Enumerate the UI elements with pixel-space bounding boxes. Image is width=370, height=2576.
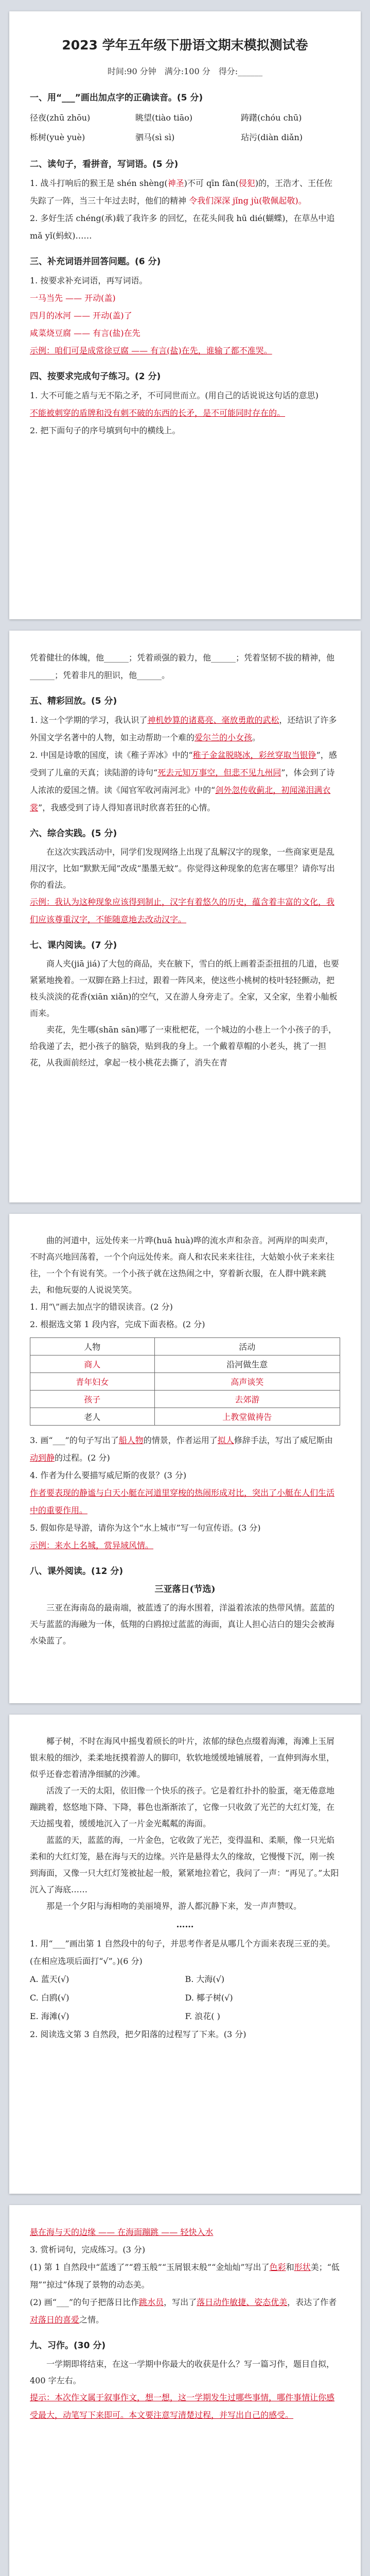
story-paragraph: 三亚在海南岛的最南端，被蓝透了的海水围着，洋溢着浓浓的热带风情。蓝蓝的天与蓝蓝的海融为一体，低翔的白鸥掠过蓝蓝的海面，真让人担心洁白的翅尖会被海水染蓝了。 [30, 1603, 335, 1646]
answer-7-4: 作者要表现的静谧与白天小艇在河道里穿梭的热闹形成对比，突出了小艇在人们生活中的重要作用。 [30, 1488, 335, 1515]
question-8-3: 3. 赏析词句，完成练习。(3 分) [30, 2245, 146, 2255]
question-3-a: 一马当先 —— 开动(盖) [30, 293, 116, 303]
text: 。 [252, 733, 261, 742]
writing-task: 一学期即将结束，在这一学期中你最大的收获是什么？写一篇习作，题目自拟，400 字左右。 [30, 2359, 335, 2385]
word: 栎树(yuè yuè) [30, 132, 85, 142]
question-8-1: 1. 用“___”画出第 1 自然段中的句子，并思考作者是从哪几个方面来表现三亚的美。(在相应选项后面打“√”。)(6 分) [30, 1939, 336, 1966]
text: 的过程。(2 分) [55, 1453, 110, 1463]
answer-8-2: 悬在海与天的边缘 —— 在海面蹦跳 —— 轻快入水 [30, 2227, 214, 2237]
text: )不可 qīn fàn( [184, 178, 239, 188]
option: C. 白鸥(√) [30, 1993, 69, 2003]
answer: 神圣 [167, 178, 184, 188]
text: )的，王浩才、王任佐失踪了一阵，当三十年过去时，他们的精神 [30, 178, 332, 206]
table-header: 活动 [154, 1338, 340, 1355]
page-1 [9, 11, 361, 619]
text: ，写出了 [164, 2297, 197, 2307]
table-cell: 上教堂做祷告 [154, 1408, 340, 1426]
story-paragraph: 蓝蓝的天，蓝蓝的海，一片金色，它收敛了光芒，变得温和、柔顺，像一只光焰柔和的大红灯笼，悬在海与天的边缘。兴许是悬得太久的缘故，它慢慢下沉，刚一挨到海面，又像一只大红灯笼被扯起一般，紧紧地拉着它，我问了一声：“再见了。”太阳沉入了海底…… [30, 1835, 339, 1894]
text: ”，我感受到了诗人得知喜讯时欣喜若狂的心情。 [38, 803, 216, 812]
answer: 死去元知万事空，但悲不见九州同 [157, 768, 281, 777]
table-cell: 沿河做生意 [154, 1355, 340, 1373]
option: A. 蓝天(√) [30, 1974, 69, 1984]
divider: …… [176, 1920, 194, 1930]
text: ”，体会到了诗人浓浓的爱国之情。读《闻官军收河南河北》中的“ [30, 768, 335, 795]
reading-paragraph-2: 卖花，先生哪(shān sān)哪了一束枇杷花，一个城边的小巷上一个小孩子的手，给我递了去，把小孩子的脑袋，贴到我的身上。一个戴着草帽的小老头，挑了一担花，从我面前经过，拿起一枝小桃花去撕了，消失在青 [30, 1025, 337, 1067]
answer: 形状 [294, 2262, 311, 2272]
answer: 稚子金盆脱晓冰，彩丝穿取当银铮 [192, 750, 316, 760]
table-row [30, 1373, 340, 1391]
question-8-3-1 [30, 2259, 340, 2294]
question-7-4: 4. 作者为什么要描写威尼斯的夜景？(3 分) [30, 1470, 187, 1480]
question-3-1: 1. 按要求补充词语，再写词语。 [30, 276, 148, 285]
answer: 落日动作敏捷、姿态优美 [197, 2297, 288, 2307]
section-8-title: 八、课外阅读。(12 分) [30, 1566, 124, 1577]
text: ，还结识了许多外国文学名著中的人物，如主动帮助一个难的 [30, 715, 337, 742]
text: (1) 第 1 自然段中“蓝透了”“碧玉般”“玉屑银末般”“金灿灿”写出了 [30, 2262, 270, 2272]
question-2-1 [30, 175, 340, 210]
answer: 色彩 [269, 2262, 286, 2272]
writing-tip: 提示：本次作文属于叙事作文，想一想，这一学期发生过哪些事情，哪件事情让你感受最大，动笔写下来即可。本文要注意写清楚过程，并写出自己的感受。 [30, 2393, 335, 2420]
story-paragraph: 椰子树，不时在海风中摇曳着颀长的叶片，浓郁的绿色点缀着海滩，海滩上玉屑银末般的细沙，柔柔地抚摸着游人的脚印，软软地缓缓地铺展着，一直伸到海水里，似乎还眷恋着清净细腻的沙滩。 [30, 1736, 335, 1779]
page-3 [9, 1214, 361, 1703]
page-4 [9, 1715, 361, 2194]
answer: 令我们深深 jǐng jù(敬佩起敬)。 [189, 196, 307, 206]
section-7-title: 七、课内阅读。(7 分) [30, 940, 117, 951]
answer: 动到静 [30, 1453, 55, 1463]
text: 2. 中国是诗歌的国度，读《稚子弄冰》中的“ [30, 750, 193, 760]
table-cell: 青年妇女 [30, 1373, 155, 1391]
page-2 [9, 631, 361, 1202]
question-5-2 [30, 747, 340, 817]
exam-meta: 时间:90 分钟 满分:100 分 得分:______ [107, 66, 263, 76]
answer: 跳水员 [139, 2297, 164, 2307]
table-row [30, 1391, 340, 1408]
reading-paragraph-1: 商人夹(jiā jiá)了大包的商品，夹在腋下，雪白的纸上画着歪歪扭扭的几道，也要紧紧地挽着。一双脚在路上扫过，跟着一阵风来，使这些小桃树的枝叶轻轻颤动，把枝头淡淡的花香(xiān xiǎn)的空气，又在游人身旁走了。全家，又全家，坐着小舢板而来。 [30, 959, 339, 1018]
question-4-2: 2. 把下面句子的序号填到句中的横线上。 [30, 426, 181, 435]
question-7-3 [30, 1432, 340, 1467]
text: 和 [286, 2262, 294, 2272]
question-2-2: 2. 多好生活 chéng(承)载了我许多 的回忆，在花头间我 hū dié(蝴蝶)，在草丛中追 mǎ yǐ(蚂蚁)…… [30, 213, 335, 241]
question-3-c: 咸菜烧豆腐 —— 有言(盐)在先 [30, 328, 140, 338]
question-6-text: 在这次实践活动中，同学们发现网络上出现了乱解汉字的现象，一些商家更是乱用汉字，比如“默默无闻”改成“墨墨无蚊”。你觉得这种现象的危害在哪里？请你写出你的看法。 [30, 847, 335, 890]
word: 驷马(sì sì) [135, 132, 175, 142]
story-paragraph: 活泼了一天的太阳，依旧像一个快乐的孩子。它是着红扑扑的脸蛋，毫无倦意地蹦跳着，悠悠地下降、下降，暮色也渐渐浓了，它像一只收敛了光芒的大红灯笼，在天边摇曳着，缓缓地沉入了一片金光粼粼的海面。 [30, 1786, 335, 1828]
reading-continued: 曲的河道中，远处传来一片哗(huā huà)哗的流水声和杂音。河两岸的叫卖声，不时高兴地回荡着，一个个向远处传来。商人和农民来来往往，大姑娘小伙子来来往往，一个个有说有笑。一个小孩子就在这热闹之中，穿着新衣服，在人群中跳来跳去，和他玩耍的人说说笑笑。 [30, 1235, 335, 1295]
story-paragraph: 那是一个夕阳与海相吻的美丽境界，游人都沉静下来，发一声声赞叹。 [46, 1901, 302, 1911]
text: 修辞手法，写出了威尼斯由 [234, 1435, 333, 1445]
question-5-1 [30, 711, 340, 747]
story-title: 三亚落日(节选) [154, 1584, 216, 1595]
page-5 [9, 2205, 361, 2576]
text: 之情。 [79, 2315, 104, 2325]
text: 美；“低翔”“掠过”体现了景物的动态美。 [30, 2262, 340, 2290]
text: 的情景，作者运用了 [143, 1435, 218, 1445]
table-row [30, 1355, 340, 1373]
question-7-5: 5. 假如你是导游，请你为这个“水上城市”写一句宣传语。(3 分) [30, 1523, 261, 1533]
section-6-title: 六、综合实践。(5 分) [30, 828, 117, 839]
table-cell: 高声谈笑 [154, 1373, 340, 1391]
answer: 神机妙算的诸葛亮、毫放勇敢的武松 [147, 715, 279, 725]
page-title: 2023 学年五年级下册语文期末模拟测试卷 [62, 38, 308, 53]
question-8-2: 2. 阅读选文第 3 自然段，把夕阳落的过程写了下来。(3 分) [30, 2029, 246, 2039]
answer-4: 不能被刺穿的盾牌和没有刺不破的东西的长矛，是不可能同时存在的。 [30, 408, 286, 418]
section-1-title: 一、用“___”画出加点字的正确读音。(5 分) [30, 93, 203, 103]
word-row-1 [30, 108, 340, 128]
option: E. 海滩(√) [30, 2011, 69, 2021]
section-3-title: 三、补充词语并回答问题。(6 分) [30, 257, 161, 267]
text: 3. 画“___”的句子写出了 [30, 1435, 119, 1445]
option: F. 浪花( ) [185, 2011, 220, 2021]
answer: 剑外忽传收蓟北，初闻涕泪满衣裳 [30, 785, 331, 812]
answer-3: 示例：咱们可是成常徐豆腐 —— 有言(盐)在先，谁输了都不准哭。 [30, 346, 272, 355]
word: 踌躇(chóu chū) [241, 113, 302, 123]
table-row [30, 1408, 340, 1426]
question-7-2: 2. 根据选文第 1 段内容，完成下面表格。(2 分) [30, 1319, 205, 1329]
question-3-b: 四月的冰河 —— 开动(盖)了 [30, 311, 132, 320]
fill-blank-intro: 凭着健壮的体魄，他______；凭着顽强的毅力，他______；凭着坚韧不拔的精神，他______；凭着非凡的胆识，他______。 [30, 653, 335, 680]
word: 径夜(zhū zhōu) [30, 113, 91, 123]
question-8-3-2 [30, 2294, 340, 2329]
answer-7-5: 示例：来水上名城，赏异域风情。 [30, 1540, 154, 1550]
answer: 船人物 [118, 1435, 144, 1445]
word: 玷污(diàn diǎn) [241, 132, 303, 142]
word: 眺望(tiào tiāo) [135, 113, 193, 123]
text: (2) 画“___”的句子把落日比作 [30, 2297, 139, 2307]
section-5-title: 五、精彩回放。(5 分) [30, 696, 117, 706]
text: ”，感受到了儿童的天真；读陆游的诗句“ [30, 750, 337, 777]
question-7-1: 1. 用“\”画去加点字的错误读音。(2 分) [30, 1302, 173, 1312]
text: 1. 这一个学期的学习，我认识了 [30, 715, 148, 725]
table-cell: 孩子 [30, 1391, 155, 1408]
table-header: 人物 [30, 1338, 155, 1355]
answer-6: 示例：我认为这种现象应该得到制止，汉字有着悠久的历史，蕴含着丰富的文化，我们应该尊重汉字，不能随意地去改动汉字。 [30, 897, 335, 924]
answer: 爱尔兰的小女孩 [195, 733, 253, 742]
table-cell: 老人 [30, 1408, 155, 1426]
section-9-title: 九、习作。(30 分) [30, 2341, 106, 2351]
option: D. 椰子树(√) [185, 1993, 233, 2003]
table-cell: 商人 [30, 1355, 155, 1373]
activity-table [30, 1337, 340, 1426]
section-4-title: 四、按要求完成句子练习。(2 分) [30, 371, 161, 382]
text: 1. 战斗打响后的猴王是 shén shèng( [30, 178, 168, 188]
option: B. 大海(√) [185, 1974, 225, 1984]
options [30, 1970, 340, 2026]
answer: 拟人 [217, 1435, 234, 1445]
answer: 对落日的喜爱 [30, 2315, 80, 2325]
answer: 侵犯 [238, 178, 255, 188]
section-2-title: 二、读句子，看拼音，写词语。(5 分) [30, 159, 179, 170]
word-row-2 [30, 128, 340, 147]
question-4-1: 1. 大不可能之盾与无不陷之矛，不可同世而立。(用自己的话说说这句话的意思) [30, 391, 319, 400]
table-cell: 去郊游 [154, 1391, 340, 1408]
text: ，表达了作者 [287, 2297, 337, 2307]
